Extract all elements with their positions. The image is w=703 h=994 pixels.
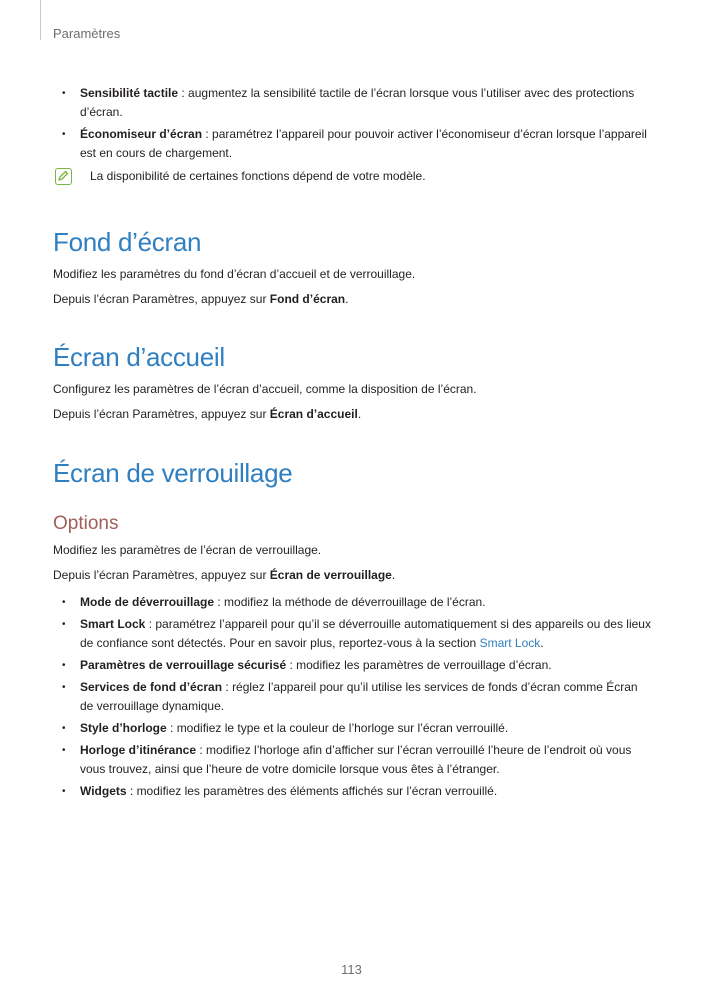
bullet-term: Horloge d’itinérance	[80, 743, 197, 757]
list-item	[53, 615, 653, 653]
wallpaper-path	[53, 290, 653, 308]
note-box	[53, 168, 653, 190]
page-content	[53, 84, 653, 804]
note-pencil-icon	[55, 168, 72, 185]
section-title-home-screen: Écran d’accueil	[53, 342, 225, 372]
bullet-term: Services de fond d’écran	[80, 680, 223, 694]
bullet-term: Style d’horloge	[80, 721, 167, 735]
bullet-text: : paramétrez l’appareil pour qu’il se déverrouille automatiquement si des appareils ou des lieux de confiance sont détectés. Pour en savoir plus, reportez-vous à la section	[80, 617, 651, 650]
bullet-term: Économiseur d’écran	[80, 127, 203, 141]
bullet-text: : augmentez la sensibilité tactile de l’écran lorsque vous l’utiliser avec des protections d’écran.	[80, 86, 635, 119]
bullet-term: Sensibilité tactile	[80, 86, 179, 100]
bullet-text: : modifiez le type et la couleur de l’horloge sur l’écran verrouillé.	[166, 721, 509, 735]
lock-options-list	[53, 593, 653, 801]
list-item	[53, 656, 653, 675]
bullet-term: Smart Lock	[80, 617, 146, 631]
bullet-text: : modifiez l’horloge afin d’afficher sur l’écran verrouillé l’heure de l’endroit où vous vous trouvez, ainsi que l’heure de votre domicile lorsque vous êtes à l’étranger.	[80, 743, 632, 776]
path-term: Écran d’accueil	[269, 407, 358, 421]
path-suffix: .	[345, 292, 349, 306]
home-description: Configurez les paramètres de l’écran d’accueil, comme la disposition de l’écran.	[53, 382, 477, 396]
list-item	[53, 741, 653, 779]
path-term: Écran de verrouillage	[269, 568, 392, 582]
list-item	[53, 678, 653, 716]
bullet-text: : modifiez la méthode de déverrouillage de l’écran.	[214, 595, 486, 609]
list-item	[53, 125, 653, 163]
path-prefix: Depuis l’écran Paramètres, appuyez sur	[53, 292, 270, 306]
bullet-term: Mode de déverrouillage	[80, 595, 215, 609]
bullet-text-after: .	[540, 636, 544, 650]
path-suffix: .	[391, 568, 396, 582]
top-bullet-list	[53, 84, 653, 163]
lock-description: Modifiez les paramètres de l’écran de verrouillage.	[53, 543, 322, 557]
path-term: Fond d’écran	[269, 292, 346, 306]
bullet-text: : réglez l’appareil pour qu’il utilise les services de fonds d’écran comme Écran de verrouillage dynamique.	[80, 680, 638, 713]
section-title-lock-screen: Écran de verrouillage	[53, 458, 293, 488]
lock-path	[53, 566, 653, 584]
page-header-title: Paramètres	[53, 26, 121, 41]
list-item	[53, 782, 653, 801]
section-title-wallpaper: Fond d’écran	[53, 227, 202, 257]
bullet-text: : modifiez les paramètres de verrouillage d’écran.	[286, 658, 552, 672]
subsection-title-options: Options	[53, 513, 119, 534]
bullet-text: : modifiez les paramètres des éléments affichés sur l’écran verrouillé.	[126, 784, 498, 798]
bullet-text: : paramétrez l’appareil pour pouvoir activer l’économiseur d’écran lorsque l’appareil est en cours de chargement.	[80, 127, 647, 160]
bullet-term: Widgets	[80, 784, 127, 798]
list-item	[53, 593, 653, 612]
path-prefix: Depuis l’écran Paramètres, appuyez sur	[53, 407, 270, 421]
list-item	[53, 719, 653, 738]
smart-lock-link[interactable]: Smart Lock	[479, 636, 541, 650]
home-path	[53, 405, 653, 423]
header-rule	[40, 0, 41, 40]
note-text: La disponibilité de certaines fonctions dépend de votre modèle.	[90, 169, 426, 183]
bullet-term: Paramètres de verrouillage sécurisé	[80, 658, 287, 672]
path-suffix: .	[357, 407, 362, 421]
list-item	[53, 84, 653, 122]
path-prefix: Depuis l’écran Paramètres, appuyez sur	[53, 568, 270, 582]
wallpaper-description: Modifiez les paramètres du fond d’écran d’accueil et de verrouillage.	[53, 267, 416, 281]
page-number: 113	[341, 962, 362, 977]
